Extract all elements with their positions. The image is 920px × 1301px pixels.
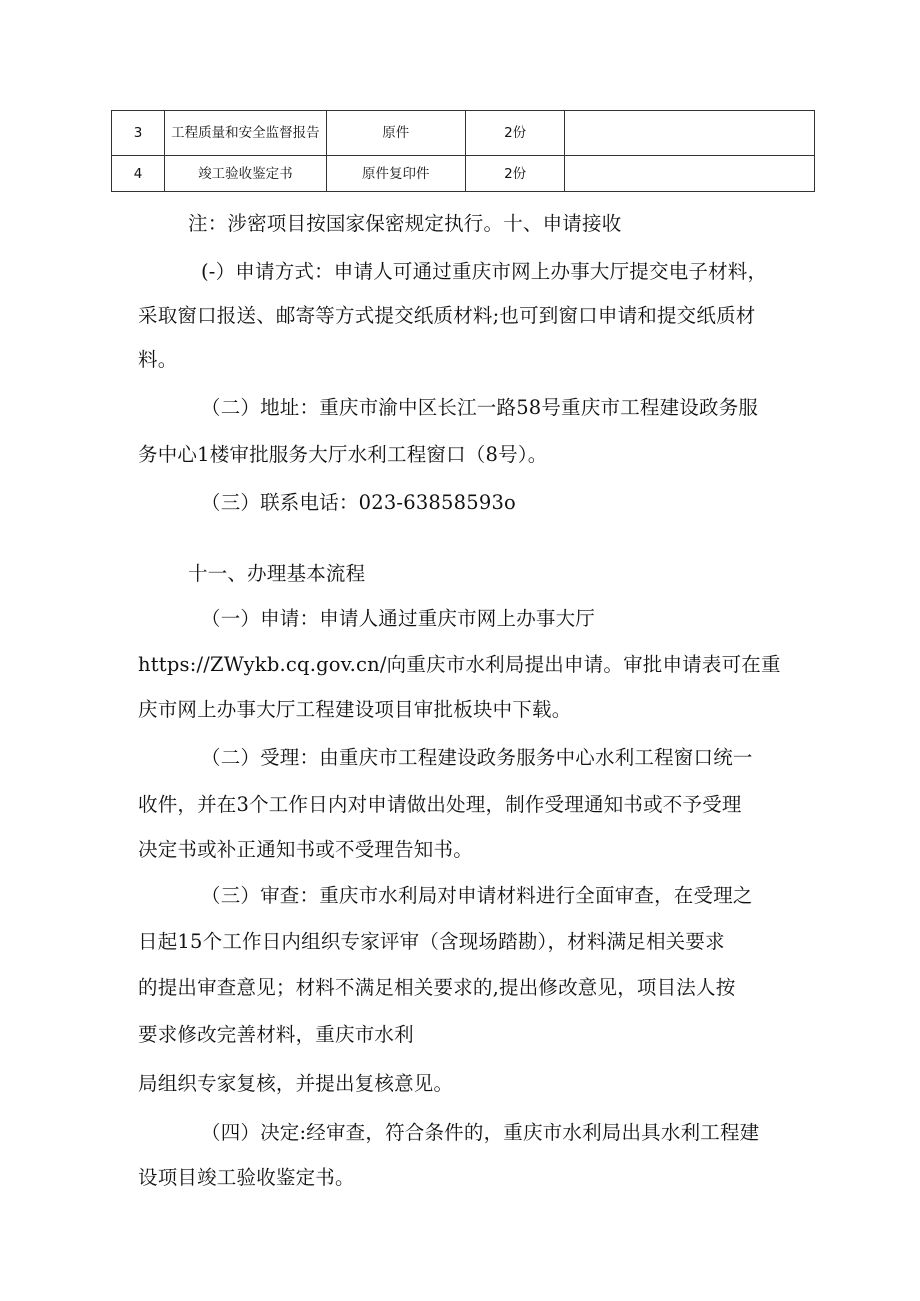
text-line: 采取窗口报送、邮寄等方式提交纸质材料;也可到窗口申请和提交纸质材 [138,304,756,327]
row-number: 4 [112,156,165,192]
text-line: 的提出审查意见；材料不满足相关要求的,提出修改意见，项目法人按 [138,976,736,999]
text-line: （三）联系电话：023-63858593o [201,491,517,514]
table-row [112,156,815,192]
text-line: https://ZWykb.cq.gov.cn/向重庆市水利局提出申请。审批申请表可在重 [138,653,781,676]
text-line: （一）申请：申请人通过重庆市网上办事大厅 [201,607,596,630]
text-line: （二）受理：由重庆市工程建设政务服务中心水利工程窗口统一 [201,746,753,769]
text-line: 收件，并在3个工作日内对申请做出处理，制作受理通知书或不予受理 [138,793,742,816]
note-line: 注：涉密项目按国家保密规定执行。十、申请接收 [188,212,622,235]
text-line: 务中心1楼审批服务大厅水利工程窗口（8号）。 [138,443,548,466]
text-line: (-）申请方式：申请人可通过重庆市网上办事大厅提交电子材料， [201,260,768,283]
text-line: 要求修改完善材料，重庆市水利 [138,1023,414,1046]
text-line: 日起15个工作日内组织专家评审（含现场踏勘），材料满足相关要求 [138,930,725,953]
section-heading: 十一、办理基本流程 [188,562,366,585]
material-type: 原件复印件 [326,156,465,192]
material-name: 竣工验收鉴定书 [165,156,326,192]
material-note [565,111,815,156]
material-note [565,156,815,192]
material-count: 2份 [465,156,564,192]
text-line: （四）决定:经审查，符合条件的，重庆市水利局出具水利工程建 [201,1121,760,1144]
material-count: 2份 [465,111,564,156]
table-row [112,111,815,156]
text-line: 料。 [138,348,178,371]
text-line: 设项目竣工验收鉴定书。 [138,1166,355,1189]
materials-table [111,110,815,192]
text-line: 决定书或补正通知书或不受理告知书。 [138,838,473,861]
text-line: 庆市网上办事大厅工程建设项目审批板块中下载。 [138,698,572,721]
material-type: 原件 [326,111,465,156]
row-number: 3 [112,111,165,156]
text-line: （二）地址：重庆市渝中区长江一路58号重庆市工程建设政务服 [201,396,759,419]
material-name: 工程质量和安全监督报告 [165,111,326,156]
text-line: 局组织专家复核，并提出复核意见。 [138,1072,454,1095]
text-line: （三）审查：重庆市水利局对申请材料进行全面审查，在受理之 [201,884,753,907]
